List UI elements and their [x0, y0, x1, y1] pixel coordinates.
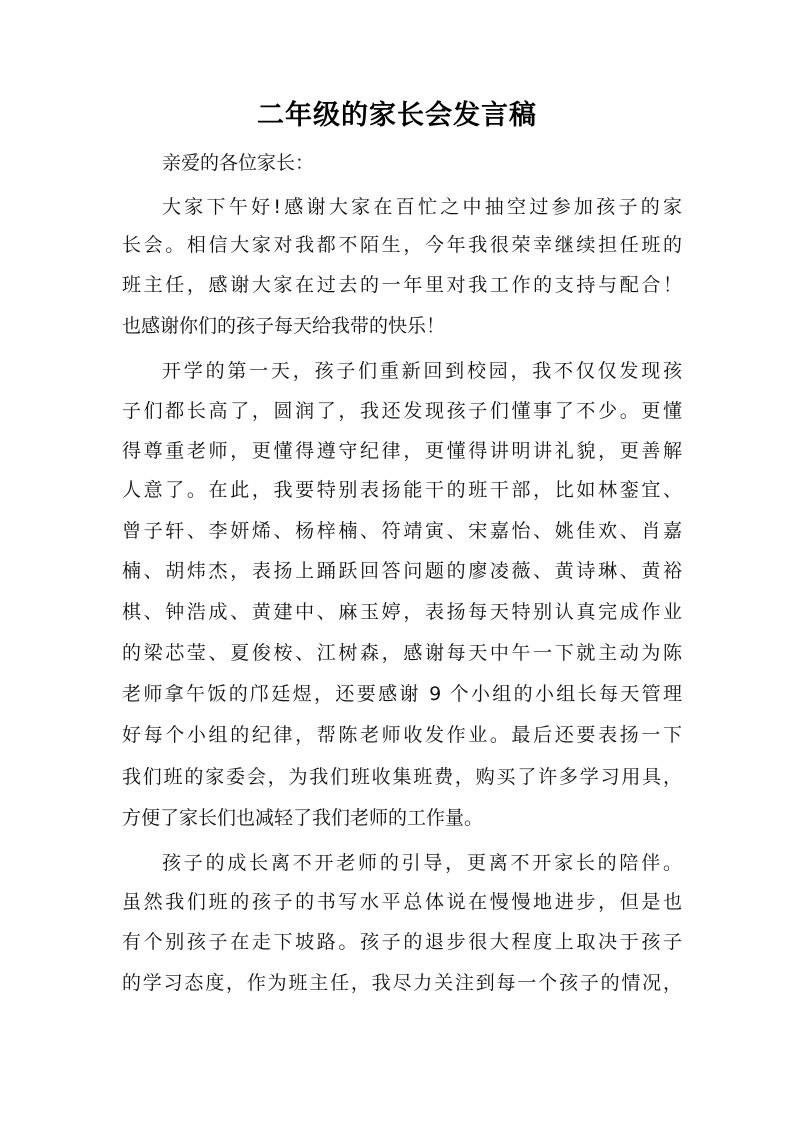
text-line: 的梁芯莹、夏俊桉、江树森，感谢每天中午一下就主动为陈 — [122, 642, 682, 664]
text-line: 也感谢你们的孩子每天给我带的快乐！ — [122, 315, 446, 337]
text-line: 子们都长高了，圆润了，我还发现孩子们懂事了不少。更懂 — [122, 400, 682, 422]
text-line: 大家下午好!感谢大家在百忙之中抽空过参加孩子的家 — [162, 196, 682, 218]
text-line: 得尊重老师，更懂得遵守纪律，更懂得讲明讲礼貌，更善解 — [122, 440, 682, 462]
text-line: 有个别孩子在走下坡路。孩子的退步很大程度上取决于孩子 — [122, 931, 682, 953]
text-line: 曾子轩、李妍烯、杨梓楠、符靖寅、宋嘉怡、姚佳欢、肖嘉 — [122, 520, 682, 542]
text-line: 棋、钟浩成、黄建中、麻玉婷，表扬每天特别认真完成作业 — [122, 601, 682, 623]
text-line: 虽然我们班的孩子的书写水平总体说在慢慢地进步，但是也 — [122, 891, 682, 913]
text-line: 班主任，感谢大家在过去的一年里对我工作的支持与配合！ — [122, 274, 682, 296]
text-line: 方便了家长们也减轻了我们老师的工作量。 — [122, 807, 484, 829]
document-title: 二年级的家长会发言稿 — [257, 100, 537, 131]
text-line: 楠、胡炜杰，表扬上踊跃回答问题的廖凌薇、黄诗琳、黄裕 — [122, 560, 682, 582]
text-line: 好每个小组的纪律，帮陈老师收发作业。最后还要表扬一下 — [122, 724, 682, 746]
text-line: 长会。相信大家对我都不陌生，今年我很荣幸继续担任班的 — [122, 234, 682, 256]
text-line: 开学的第一天，孩子们重新回到校园，我不仅仅发现孩 — [162, 360, 682, 382]
text-line: 的学习态度，作为班主任，我尽力关注到每一个孩子的情况， — [122, 972, 682, 994]
text-line: 我们班的家委会，为我们班收集班费，购买了许多学习用具， — [122, 766, 682, 788]
text-line: 人意了。在此，我要特别表扬能干的班干部，比如林銮宜、 — [122, 479, 682, 501]
text-line: 老师拿午饭的邝廷煜，还要感谢 9 个小组的小组长每天管理 — [122, 683, 682, 705]
text-line: 孩子的成长离不开老师的引导，更离不开家长的陪伴。 — [162, 852, 682, 874]
salutation-line: 亲爱的各位家长： — [162, 152, 315, 174]
